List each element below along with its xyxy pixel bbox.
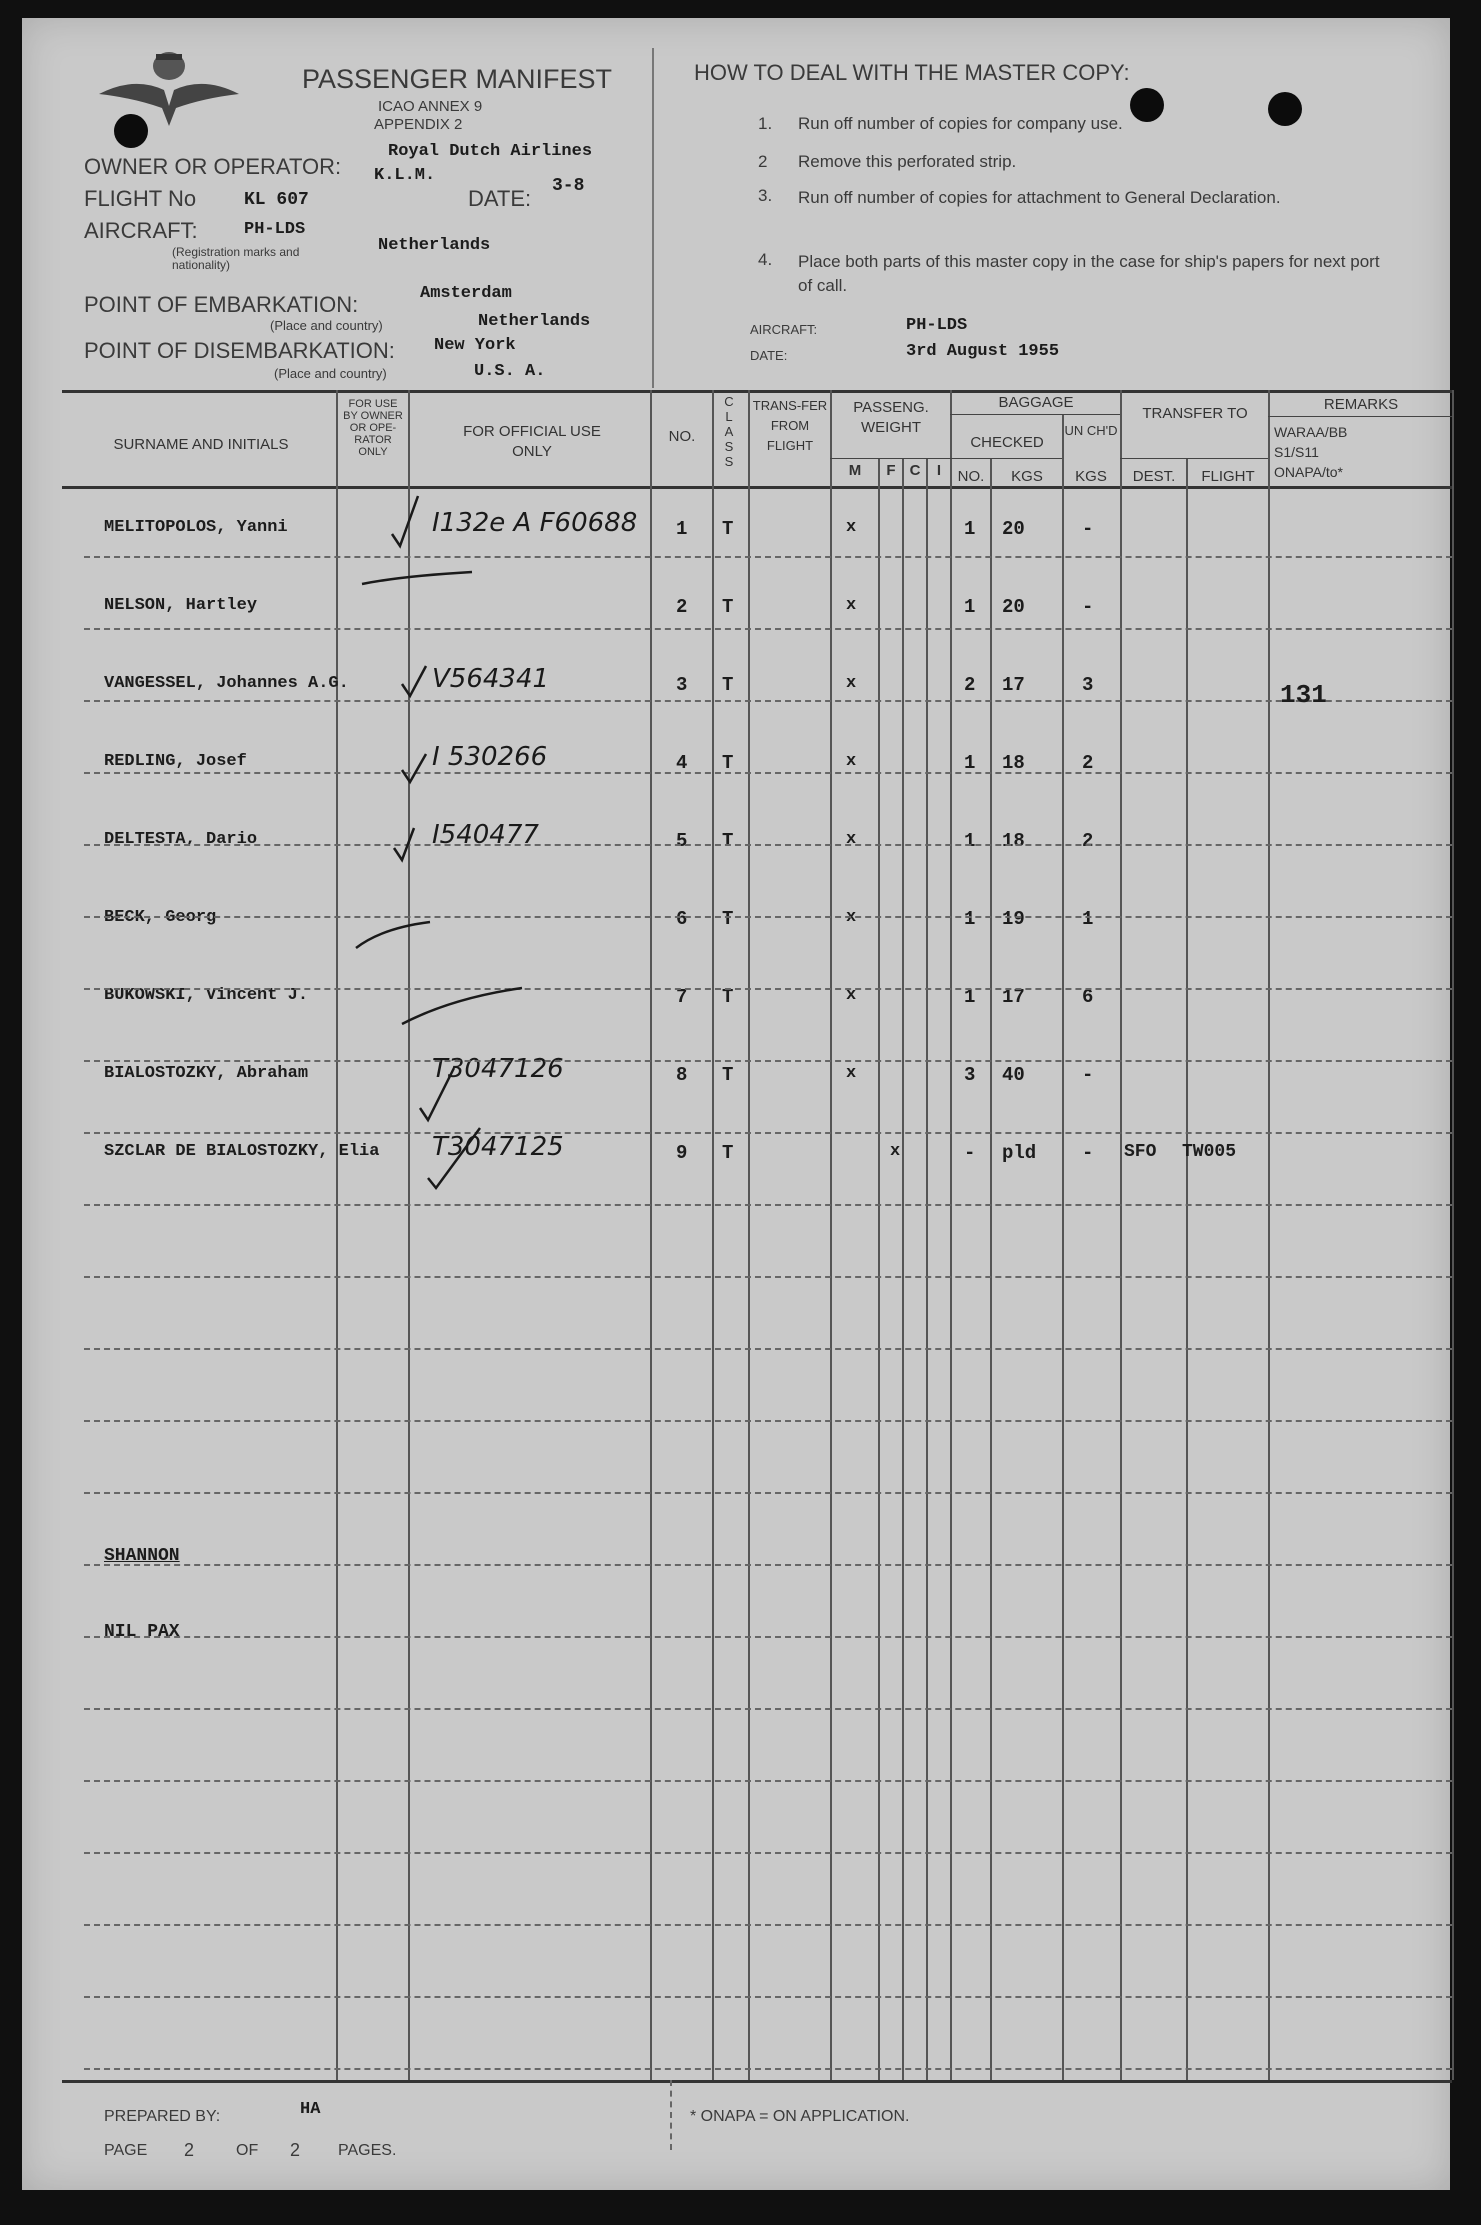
passenger-no: 9 bbox=[676, 1142, 688, 1164]
passenger-class: T bbox=[722, 986, 734, 1008]
instruction-num: 3. bbox=[758, 186, 773, 205]
instruction-text: Run off number of copies for company use. bbox=[798, 114, 1123, 133]
instruction-text: Place both parts of this master copy in the case for ship's papers for next port of call. bbox=[798, 252, 1380, 295]
col-line bbox=[1062, 414, 1064, 2080]
unchecked-kgs: 3 bbox=[1082, 674, 1094, 696]
margin-number: 131 bbox=[1280, 680, 1327, 710]
baggage-kgs: 20 bbox=[1002, 596, 1025, 618]
date-value: 3-8 bbox=[552, 176, 585, 196]
instructions-title: HOW TO DEAL WITH THE MASTER COPY: bbox=[694, 60, 1130, 85]
aircraft-value: PH-LDS bbox=[244, 220, 306, 239]
place-note: (Place and country) bbox=[274, 366, 387, 381]
handwritten-check-marks bbox=[322, 488, 702, 1208]
manifest-title: PASSENGER MANIFEST bbox=[302, 64, 613, 94]
embarkation-label: POINT OF EMBARKATION: bbox=[84, 292, 359, 317]
passenger-no: 1 bbox=[676, 518, 688, 540]
klm-crown-logo bbox=[94, 46, 244, 132]
ruled-line bbox=[84, 1636, 1452, 1638]
weight-mark: x bbox=[846, 1064, 857, 1083]
ruled-line bbox=[84, 1924, 1452, 1926]
official-use-number: I132e A F60688 bbox=[432, 508, 638, 538]
weight-i: I bbox=[936, 462, 942, 479]
checked-sub-rule bbox=[950, 458, 1062, 459]
ruled-line bbox=[84, 2068, 1452, 2070]
unchecked-kgs: - bbox=[1082, 518, 1094, 540]
unchecked-kgs: - bbox=[1082, 1064, 1094, 1086]
col-for-use: FOR USE BY OWNER OR OPE-RATOR ONLY bbox=[343, 398, 403, 458]
ruled-line bbox=[84, 1492, 1452, 1494]
ruled-line bbox=[84, 1708, 1452, 1710]
baggage-count: 2 bbox=[964, 674, 976, 696]
baggage-count: 1 bbox=[964, 596, 976, 618]
col-transfer-to: TRANSFER TO bbox=[1142, 405, 1248, 422]
owner-value: Royal Dutch Airlines bbox=[388, 142, 593, 161]
baggage-kgs: 18 bbox=[1002, 830, 1025, 852]
passenger-name: VANGESSEL, Johannes A.G. bbox=[104, 674, 349, 693]
instr-date-value: 3rd August 1955 bbox=[906, 342, 1060, 361]
passenger-name: NELSON, Hartley bbox=[104, 596, 258, 615]
ruled-line bbox=[84, 1996, 1452, 1998]
col-checked-kgs: KGS bbox=[1011, 468, 1043, 485]
weight-mark: x bbox=[846, 596, 857, 615]
table-top-rule bbox=[62, 390, 1452, 393]
baggage-count: - bbox=[964, 1142, 976, 1164]
weight-mark: x bbox=[846, 986, 857, 1005]
col-class: CLASS bbox=[724, 394, 734, 469]
ruled-line bbox=[84, 628, 1452, 630]
transfer-flight: TW005 bbox=[1182, 1142, 1237, 1162]
registration-note: (Registration marks and nationality) bbox=[172, 245, 300, 272]
disembarkation-country: U.S. A. bbox=[474, 362, 546, 381]
punch-hole bbox=[114, 114, 148, 148]
remarks-sub-rule bbox=[1268, 416, 1452, 417]
passenger-no: 5 bbox=[676, 830, 688, 852]
baggage-kgs: 20 bbox=[1002, 518, 1025, 540]
disembarkation-label: POINT OF DISEMBARKATION: bbox=[84, 338, 395, 363]
ruled-line bbox=[84, 1564, 1452, 1566]
place-note: (Place and country) bbox=[270, 318, 383, 333]
baggage-count: 3 bbox=[964, 1064, 976, 1086]
col-surname: SURNAME AND INITIALS bbox=[113, 436, 289, 453]
passenger-class: T bbox=[722, 596, 734, 618]
passenger-name: REDLING, Josef bbox=[104, 752, 247, 771]
weight-mark: x bbox=[846, 830, 857, 849]
col-line bbox=[1120, 390, 1122, 2080]
passenger-class: T bbox=[722, 830, 734, 852]
baggage-kgs: pld bbox=[1002, 1142, 1037, 1164]
col-line bbox=[712, 390, 714, 2080]
passenger-class: T bbox=[722, 1064, 734, 1086]
baggage-count: 1 bbox=[964, 830, 976, 852]
col-line bbox=[748, 390, 750, 2080]
col-dest: DEST. bbox=[1132, 468, 1176, 485]
col-baggage: BAGGAGE bbox=[998, 394, 1074, 411]
footer-divider bbox=[670, 2080, 674, 2150]
instruction-num: 4. bbox=[758, 250, 773, 269]
passenger-class: T bbox=[722, 518, 734, 540]
instruction-text: Remove this perforated strip. bbox=[798, 152, 1017, 171]
manifest-page bbox=[22, 18, 1450, 2190]
owner-label: OWNER OR OPERATOR: bbox=[84, 154, 342, 179]
instruction-num: 1. bbox=[758, 114, 773, 133]
unchecked-kgs: 1 bbox=[1082, 908, 1094, 930]
col-line bbox=[1452, 390, 1454, 2080]
ruled-line bbox=[84, 1420, 1452, 1422]
col-no: NO. bbox=[668, 428, 696, 445]
icao-annex: ICAO ANNEX 9 bbox=[378, 98, 483, 115]
col-line bbox=[950, 390, 952, 2080]
embarkation-city: Amsterdam bbox=[420, 284, 512, 303]
nationality-value: Netherlands bbox=[378, 236, 491, 255]
punch-hole bbox=[1268, 92, 1302, 126]
instruction-text: Run off number of copies for attachment to General Declaration. bbox=[798, 188, 1281, 207]
instruction-num: 2 bbox=[758, 152, 768, 171]
table-header-rule bbox=[62, 486, 1452, 489]
ruled-line bbox=[84, 556, 1452, 558]
col-flight: FLIGHT bbox=[1201, 468, 1255, 485]
passenger-class: T bbox=[722, 674, 734, 696]
official-use-number: V564341 bbox=[432, 664, 550, 694]
passenger-name: BIALOSTOZKY, Abraham bbox=[104, 1064, 309, 1083]
ruled-line bbox=[84, 1276, 1452, 1278]
passenger-name: BECK, Georg bbox=[104, 908, 217, 927]
passenger-no: 3 bbox=[676, 674, 688, 696]
unchecked-kgs: 6 bbox=[1082, 986, 1094, 1008]
flight-value: KL 607 bbox=[244, 190, 309, 210]
of-label: OF bbox=[236, 2142, 259, 2159]
baggage-kgs: 17 bbox=[1002, 986, 1025, 1008]
aircraft-label: AIRCRAFT: bbox=[84, 218, 198, 243]
ruled-line bbox=[84, 1204, 1452, 1206]
disembarkation-city: New York bbox=[434, 336, 516, 355]
transfer-dest: SFO bbox=[1124, 1142, 1157, 1162]
col-line bbox=[830, 390, 832, 2080]
baggage-count: 1 bbox=[964, 518, 976, 540]
passenger-no: 4 bbox=[676, 752, 688, 774]
ruled-line bbox=[84, 772, 1452, 774]
nil-pax-note: NIL PAX bbox=[104, 1622, 180, 1642]
unchecked-kgs: - bbox=[1082, 1142, 1094, 1164]
ruled-line bbox=[84, 1852, 1452, 1854]
passenger-name: BUKOWSKI, Vincent J. bbox=[104, 986, 309, 1005]
official-use-number: I540477 bbox=[432, 820, 539, 850]
transfer-sub-rule bbox=[1120, 458, 1268, 459]
weight-f: F bbox=[886, 462, 896, 479]
col-unchecked-kgs: KGS bbox=[1075, 468, 1107, 485]
instr-date-label: DATE: bbox=[750, 348, 788, 363]
col-remarks-sub: WARAA/BB S1/S11 ONAPA/to* bbox=[1274, 424, 1348, 480]
official-use-number: T3047125 bbox=[432, 1132, 564, 1162]
passenger-name: DELTESTA, Dario bbox=[104, 830, 258, 849]
table-bottom-rule bbox=[62, 2080, 1452, 2083]
col-checked-no: NO. bbox=[957, 468, 985, 485]
weight-mark: x bbox=[846, 908, 857, 927]
unchecked-kgs: 2 bbox=[1082, 752, 1094, 774]
official-use-number: I 530266 bbox=[432, 742, 548, 772]
col-passenger-weight: PASSENG. WEIGHT bbox=[853, 399, 929, 436]
ruled-line bbox=[84, 988, 1452, 990]
owner-value-klm: K.L.M. bbox=[374, 166, 436, 185]
prepared-label: PREPARED BY: bbox=[104, 2108, 221, 2125]
weight-mark: x bbox=[846, 674, 857, 693]
col-unchecked: UN CH'D bbox=[1064, 423, 1118, 438]
ruled-line bbox=[84, 700, 1452, 702]
instr-aircraft-label: AIRCRAFT: bbox=[750, 322, 818, 337]
passenger-name: SZCLAR DE BIALOSTOZKY, Elia bbox=[104, 1142, 380, 1161]
col-checked: CHECKED bbox=[970, 434, 1044, 451]
baggage-kgs: 18 bbox=[1002, 752, 1025, 774]
passenger-no: 6 bbox=[676, 908, 688, 930]
appendix: APPENDIX 2 bbox=[374, 116, 463, 133]
baggage-count: 1 bbox=[964, 752, 976, 774]
ruled-line bbox=[84, 1780, 1452, 1782]
baggage-count: 1 bbox=[964, 986, 976, 1008]
punch-hole bbox=[1130, 88, 1164, 122]
official-use-number: T3047126 bbox=[432, 1054, 564, 1084]
weight-sub-rule bbox=[830, 458, 950, 459]
pages-label: PAGES. bbox=[338, 2142, 397, 2159]
baggage-rule bbox=[950, 414, 1120, 415]
page-label: PAGE bbox=[104, 2142, 148, 2159]
embarkation-country: Netherlands bbox=[478, 312, 591, 331]
col-line bbox=[1268, 390, 1270, 2080]
prepared-value: HA bbox=[300, 2100, 321, 2119]
page-number: 2 bbox=[184, 2140, 195, 2160]
baggage-count: 1 bbox=[964, 908, 976, 930]
page-total: 2 bbox=[290, 2140, 301, 2160]
unchecked-kgs: 2 bbox=[1082, 830, 1094, 852]
passenger-class: T bbox=[722, 752, 734, 774]
weight-mark: x bbox=[846, 752, 857, 771]
weight-m: M bbox=[848, 462, 862, 479]
weight-mark: x bbox=[890, 1142, 901, 1161]
header-divider bbox=[652, 48, 654, 388]
passenger-no: 8 bbox=[676, 1064, 688, 1086]
weight-c: C bbox=[909, 462, 921, 479]
col-remarks: REMARKS bbox=[1323, 396, 1399, 413]
passenger-class: T bbox=[722, 908, 734, 930]
baggage-kgs: 19 bbox=[1002, 908, 1025, 930]
ruled-line bbox=[84, 1060, 1452, 1062]
baggage-kgs: 17 bbox=[1002, 674, 1025, 696]
baggage-kgs: 40 bbox=[1002, 1064, 1025, 1086]
passenger-no: 7 bbox=[676, 986, 688, 1008]
onapa-note: * ONAPA = ON APPLICATION. bbox=[690, 2108, 910, 2125]
ruled-line bbox=[84, 1132, 1452, 1134]
ruled-line bbox=[84, 1348, 1452, 1350]
col-official: FOR OFFICIAL USE ONLY bbox=[463, 423, 601, 460]
ruled-line bbox=[84, 916, 1452, 918]
passenger-no: 2 bbox=[676, 596, 688, 618]
date-label: DATE: bbox=[468, 186, 532, 211]
passenger-class: T bbox=[722, 1142, 734, 1164]
col-transfer-from: TRANS-FER FROM FLIGHT bbox=[752, 398, 828, 453]
ruled-line bbox=[84, 844, 1452, 846]
shannon-note: SHANNON bbox=[104, 1546, 180, 1566]
passenger-name: MELITOPOLOS, Yanni bbox=[104, 518, 288, 537]
weight-mark: x bbox=[846, 518, 857, 537]
flight-label: FLIGHT No bbox=[84, 186, 197, 211]
unchecked-kgs: - bbox=[1082, 596, 1094, 618]
instr-aircraft-value: PH-LDS bbox=[906, 316, 968, 335]
